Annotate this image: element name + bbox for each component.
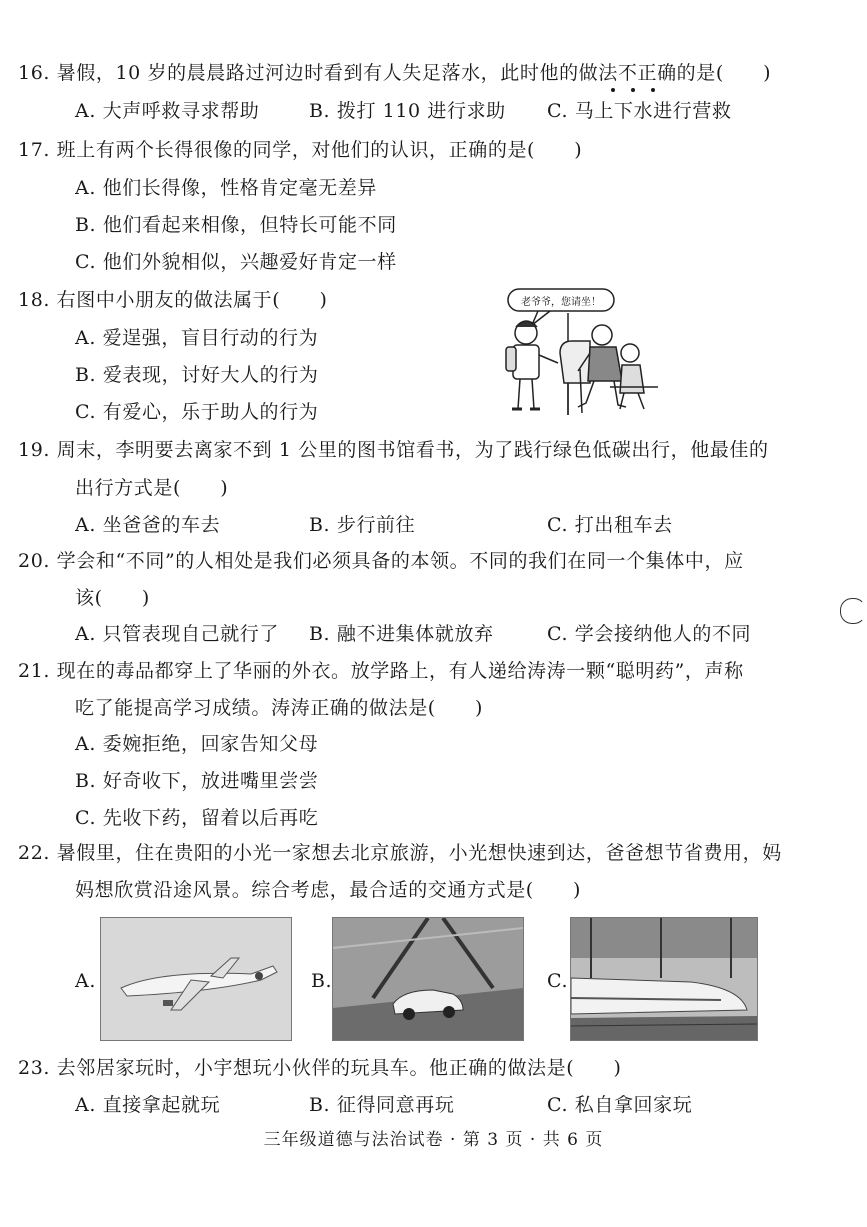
question-22-stem-line-1: 22. 暑假里，住在贵阳的小光一家想去北京旅游，小光想快速到达，爸爸想节省费用，妈 [18,842,782,864]
emphasis-dot [611,88,615,92]
q19-option-a: A. 坐爸爸的车去 [75,514,221,536]
question-16-stem: 16. 暑假，10 岁的晨晨路过河边时看到有人失足落水，此时他的做法不正确的是( ) [18,62,772,84]
q18-option-a: A. 爱逞强，盲目行动的行为 [75,327,319,349]
question-22-stem-line-2: 妈想欣赏沿途风景。综合考虑，最合适的交通方式是( ) [75,879,582,901]
q18-option-b: B. 爱表现，讨好大人的行为 [75,364,319,386]
q23-option-c: C. 私自拿回家玩 [547,1094,693,1116]
q16-option-b: B. 拨打 110 进行求助 [309,100,506,122]
emphasis-dot [631,88,635,92]
svg-text:老爷爷，您请坐！: 老爷爷，您请坐！ [521,297,601,308]
q20-option-b: B. 融不进集体就放弃 [309,623,494,645]
q22-option-b-label: B. [311,970,333,992]
q16-option-c: C. 马上下水进行营救 [547,100,732,122]
seat-offering-illustration [498,283,663,423]
q22-option-c-label: C. [547,970,569,992]
page-footer: 三年级道德与法治试卷 · 第 3 页 · 共 6 页 [263,1130,604,1150]
q19-option-c: C. 打出租车去 [547,514,673,536]
question-17-stem: 17. 班上有两个长得很像的同学，对他们的认识，正确的是( ) [18,139,583,161]
q23-option-b: B. 征得同意再玩 [309,1094,455,1116]
question-23-stem: 23. 去邻居家玩时，小宇想玩小伙伴的玩具车。他正确的做法是( ) [18,1057,622,1079]
car-on-bridge-photo [332,917,524,1041]
question-19-stem-line-1: 19. 周末，李明要去离家不到 1 公里的图书馆看书，为了践行绿色低碳出行，他最佳的 [18,439,769,461]
q22-option-a-label: A. [75,970,96,992]
q17-option-a: A. 他们长得像，性格肯定毫无差异 [75,177,378,199]
q23-option-a: A. 直接拿起就玩 [75,1094,221,1116]
question-20-stem-line-2: 该( ) [75,587,150,609]
question-20-stem-line-1: 20. 学会和“不同”的人相处是我们必须具备的本领。不同的我们在同一个集体中，应 [18,550,744,572]
q19-option-b: B. 步行前往 [309,514,416,536]
q21-option-b: B. 好奇收下，放进嘴里尝尝 [75,770,319,792]
question-18-stem: 18. 右图中小朋友的做法属于( ) [18,289,328,311]
q16-option-a: A. 大声呼救寻求帮助 [75,100,260,122]
q18-option-c: C. 有爱心，乐于助人的行为 [75,401,319,423]
airplane-photo [100,917,292,1041]
q21-option-c: C. 先收下药，留着以后再吃 [75,807,319,829]
emphasis-dot [651,88,655,92]
q20-option-c: C. 学会接纳他人的不同 [547,623,752,645]
question-21-stem-line-2: 吃了能提高学习成绩。涛涛正确的做法是( ) [75,697,484,719]
binding-mark [840,598,866,624]
q20-option-a: A. 只管表现自己就行了 [75,623,280,645]
high-speed-train-photo [570,917,758,1041]
q17-option-b: B. 他们看起来相像，但特长可能不同 [75,214,397,236]
question-19-stem-line-2: 出行方式是( ) [75,477,229,499]
q21-option-a: A. 委婉拒绝，回家告知父母 [75,733,319,755]
q17-option-c: C. 他们外貌相似，兴趣爱好肯定一样 [75,251,397,273]
question-21-stem-line-1: 21. 现在的毒品都穿上了华丽的外衣。放学路上，有人递给涛涛一颗“聪明药”，声称 [18,660,744,682]
